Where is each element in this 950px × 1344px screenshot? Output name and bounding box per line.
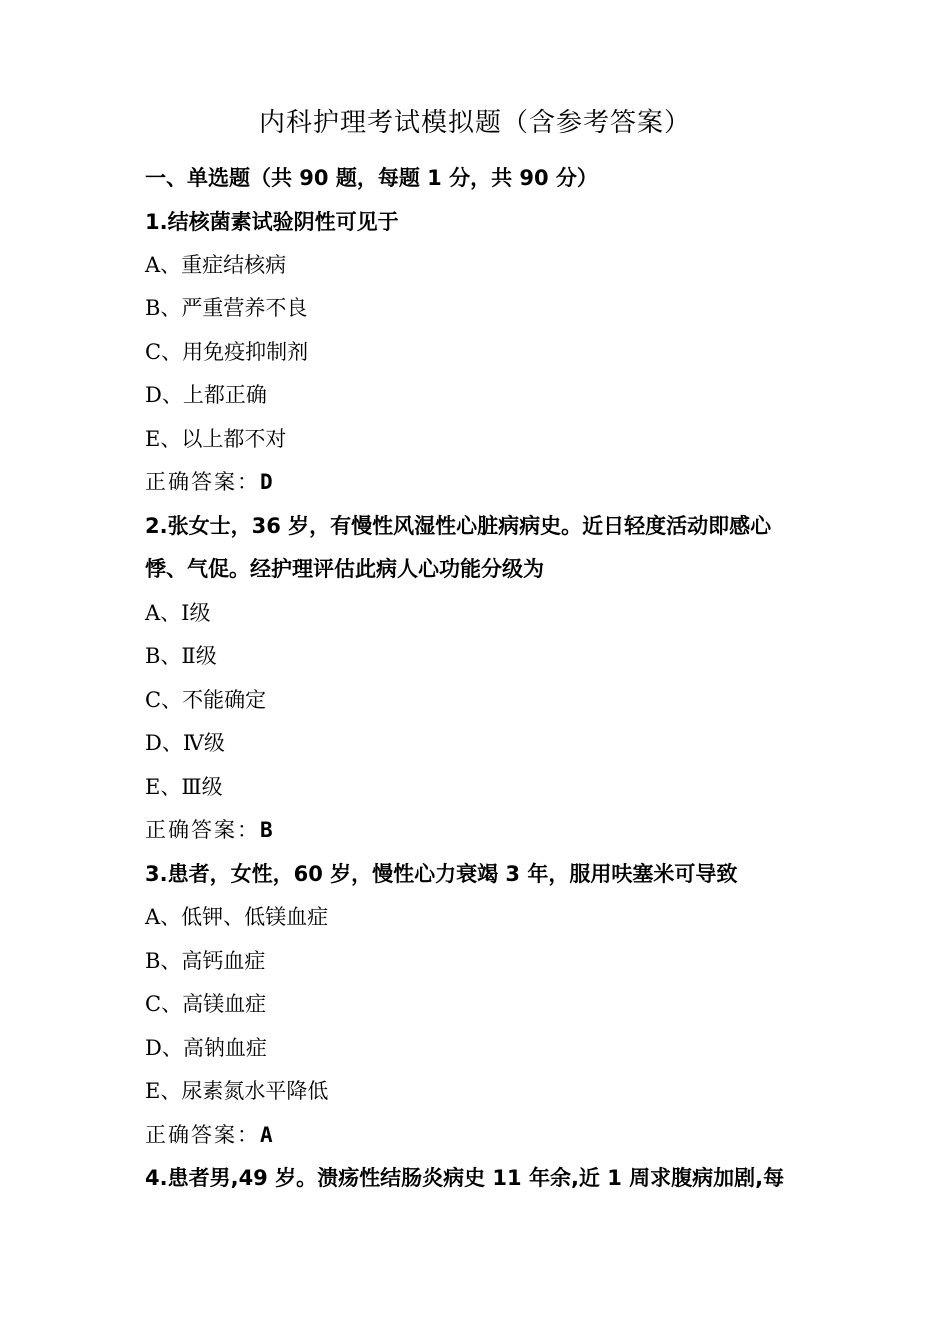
- question-2-option-d: D、Ⅳ级: [145, 731, 225, 755]
- question-2-stem-line-1: 2.张女士，36 岁，有慢性风湿性心脏病病史。近日轻度活动即感心: [145, 514, 772, 538]
- question-3-option-e: E、尿素氮水平降低: [145, 1079, 329, 1103]
- document-title: 内科护理考试模拟题（含参考答案）: [258, 108, 691, 138]
- question-1-stem: 1.结核菌素试验阴性可见于: [145, 210, 399, 234]
- question-2-stem-line-2: 悸、气促。经护理评估此病人心功能分级为: [145, 557, 544, 581]
- question-4-stem: 4.患者男,49 岁。溃疡性结肠炎病史 11 年余,近 1 周求腹病加剧,每: [145, 1166, 785, 1190]
- question-1-option-e: E、以上都不对: [145, 427, 287, 451]
- section-heading: 一、单选题（共 90 题，每题 1 分，共 90 分）: [145, 166, 598, 190]
- question-2-option-c: C、不能确定: [145, 688, 267, 712]
- answer-label: 正确答案：: [145, 1123, 260, 1147]
- question-3-option-a: A、低钾、低镁血症: [145, 905, 329, 929]
- answer-label: 正确答案：: [145, 818, 260, 842]
- question-2-option-e: E、Ⅲ级: [145, 775, 223, 799]
- answer-value: B: [260, 818, 273, 842]
- question-1-option-d: D、上都正确: [145, 383, 267, 407]
- question-3-answer: [145, 1118, 273, 1152]
- question-2-option-a: A、Ⅰ级: [145, 601, 211, 625]
- answer-label: 正确答案：: [145, 470, 260, 494]
- question-1-answer: [145, 465, 273, 499]
- question-1-option-c: C、用免疫抑制剂: [145, 340, 309, 364]
- answer-value: D: [260, 470, 273, 494]
- question-3-option-c: C、高镁血症: [145, 992, 267, 1016]
- question-1-option-b: B、严重营养不良: [145, 296, 308, 320]
- question-2-answer: [145, 813, 273, 847]
- answer-value: A: [260, 1123, 273, 1147]
- question-3-option-b: B、高钙血症: [145, 949, 266, 973]
- question-1-option-a: A、重症结核病: [145, 253, 287, 277]
- question-2-option-b: B、Ⅱ级: [145, 644, 217, 668]
- question-3-option-d: D、高钠血症: [145, 1036, 267, 1060]
- question-3-stem: 3.患者，女性，60 岁，慢性心力衰竭 3 年，服用呋塞米可导致: [145, 862, 738, 886]
